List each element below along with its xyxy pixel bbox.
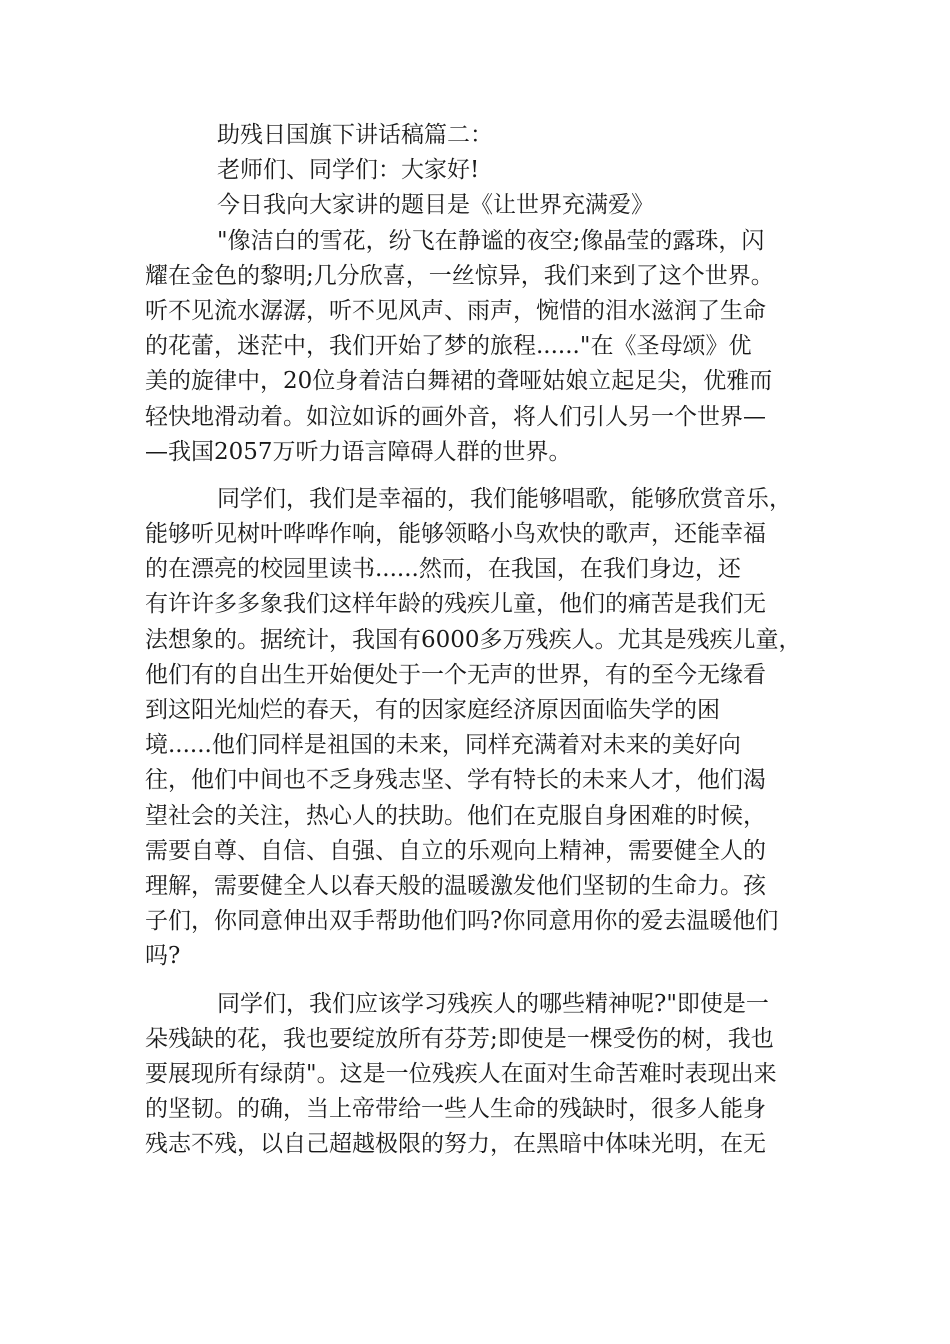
paragraph-line: 的花蕾，迷茫中，我们开始了梦的旅程......"在《圣母颂》优: [145, 333, 752, 360]
greeting-line: 老师们、同学们：大家好!: [217, 157, 480, 184]
paragraph-3: [145, 987, 810, 1163]
paragraph-line: 需要自尊、自信、自强、自立的乐观向上精神，需要健全人的: [145, 837, 766, 864]
paragraph-line: 能够听见树叶哗哗作响，能够领略小鸟欢快的歌声，还能幸福: [145, 521, 766, 548]
paragraph-line: —我国2057万听力语言障碍人群的世界。: [145, 438, 572, 465]
paragraph-line: 美的旋律中，20位身着洁白舞裙的聋哑姑娘立起足尖，优雅而: [145, 368, 773, 395]
paragraph-1: [145, 224, 810, 470]
paragraph-line: 同学们，我们是幸福的，我们能够唱歌，能够欣赏音乐，: [217, 485, 792, 512]
document-title: 助残日国旗下讲话稿篇二：: [217, 122, 493, 148]
paragraph-spacer: [145, 975, 810, 987]
paragraph-line: 听不见流水潺潺，听不见风声、雨声，惋惜的泪水滋润了生命: [145, 297, 766, 324]
paragraph-line: "像洁白的雪花，纷飞在静谧的夜空;像晶莹的露珠，闪: [217, 227, 765, 254]
paragraph-line: 的在漂亮的校园里读书......然而，在我国，在我们身边，还: [145, 556, 741, 583]
paragraph-line: 境......他们同样是祖国的未来，同样充满着对未来的美好向: [145, 732, 741, 759]
paragraph-line: 朵残缺的花，我也要绽放所有芬芳;即使是一棵受伤的树，我也: [145, 1025, 774, 1052]
topic-line: 今日我向大家讲的题目是《让世界充满爱》: [217, 192, 654, 219]
paragraph-line: 法想象的。据统计，我国有6000多万残疾人。尤其是残疾儿童，: [145, 626, 802, 653]
paragraph-line: 理解，需要健全人以春天般的温暖激发他们坚韧的生命力。孩: [145, 872, 766, 899]
paragraph-line: 往，他们中间也不乏身残志坚、学有特长的未来人才，他们渴: [145, 767, 766, 794]
paragraph-line: 要展现所有绿荫"。这是一位残疾人在面对生命苦难时表现出来: [145, 1060, 777, 1087]
document-page: [145, 118, 810, 1162]
paragraph-2: [145, 482, 810, 975]
paragraph-line: 他们有的自出生开始便处于一个无声的世界，有的至今无缘看: [145, 661, 766, 688]
paragraph-line: 望社会的关注，热心人的扶助。他们在克服自身困难的时候，: [145, 802, 766, 829]
paragraph-line: 残志不残，以自己超越极限的努力，在黑暗中体味光明，在无: [145, 1131, 766, 1158]
paragraph-spacer: [145, 470, 810, 482]
paragraph-line: 有许许多多象我们这样年龄的残疾儿童，他们的痛苦是我们无: [145, 591, 766, 618]
paragraph-line: 轻快地滑动着。如泣如诉的画外音，将人们引人另一个世界—: [145, 403, 766, 430]
paragraph-line: 子们，你同意伸出双手帮助他们吗?你同意用你的爱去温暖他们: [145, 908, 779, 935]
paragraph-line: 耀在金色的黎明;几分欣喜，一丝惊异，我们来到了这个世界。: [145, 262, 774, 289]
paragraph-line: 的坚韧。的确，当上帝带给一些人生命的残缺时，很多人能身: [145, 1096, 766, 1123]
paragraph-line: 吗?: [145, 943, 181, 970]
paragraph-line: 同学们，我们应该学习残疾人的哪些精神呢?"即使是一: [217, 990, 769, 1017]
paragraph-line: 到这阳光灿烂的春天，有的因家庭经济原因面临失学的困: [145, 697, 720, 723]
